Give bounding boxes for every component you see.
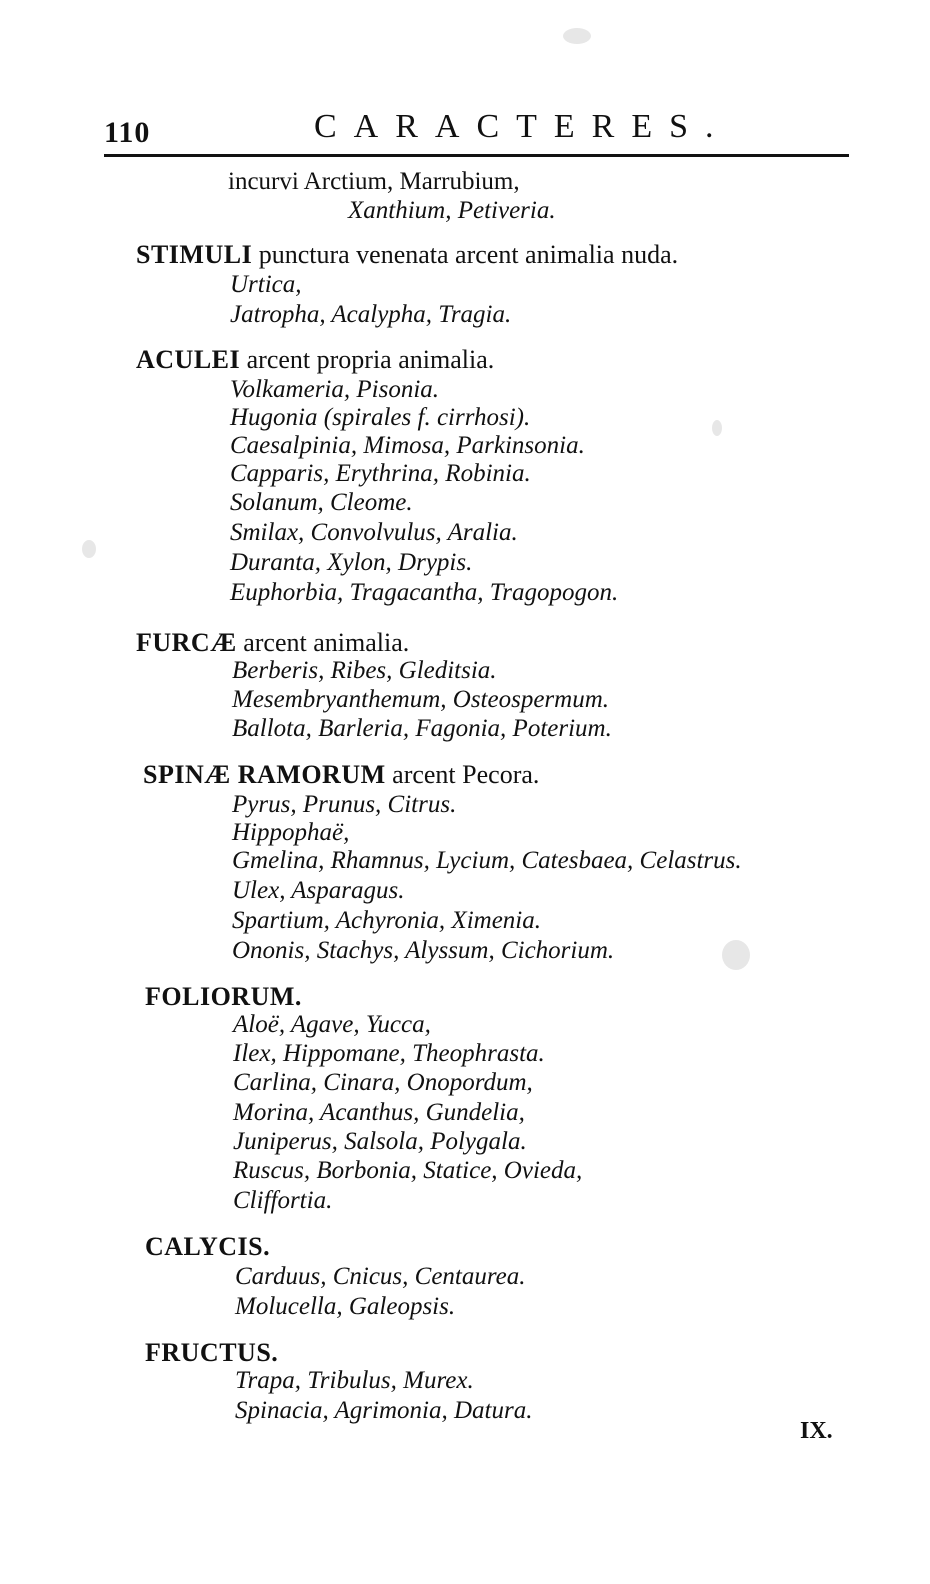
genus-line: Trapa, Tribulus, Murex.	[235, 1367, 474, 1394]
genus-line: Ulex, Asparagus.	[232, 877, 405, 904]
section-heading-aculei	[136, 345, 494, 375]
paper-stain	[712, 420, 722, 436]
text-line	[348, 196, 556, 226]
genus-line: Spinacia, Agrimonia, Datura.	[235, 1397, 533, 1424]
genus-line: Hippophaë,	[232, 819, 350, 846]
signature-mark: IX.	[800, 1418, 833, 1444]
genus-line: Euphorbia, Tragacantha, Tragopogon.	[230, 579, 619, 606]
genus-line: Smilax, Convolvulus, Aralia.	[230, 519, 518, 546]
header-rule	[104, 154, 849, 157]
heading-word: CALYCIS.	[145, 1232, 271, 1261]
genus-line: Mesembryanthemum, Osteospermum.	[232, 686, 610, 713]
genus-line: Pyrus, Prunus, Citrus.	[232, 791, 457, 818]
section-heading-fructus	[145, 1338, 278, 1368]
heading-text: arcent Pecora.	[385, 760, 540, 789]
genus-line: Caesalpinia, Mimosa, Parkinsonia.	[230, 432, 585, 459]
genus-line: Solanum, Cleome.	[230, 489, 413, 516]
paper-stain	[82, 540, 96, 558]
genus-line: Urtica,	[230, 271, 302, 298]
genus-line: Ononis, Stachys, Alyssum, Cichorium.	[232, 937, 615, 964]
heading-word: FOLIORUM.	[145, 982, 302, 1011]
genus-line: Volkameria, Pisonia.	[230, 376, 440, 403]
text-line	[228, 167, 520, 197]
genus-line: Carduus, Cnicus, Centaurea.	[235, 1263, 526, 1290]
heading-text: arcent propria animalia.	[240, 345, 495, 374]
section-heading-spinae	[143, 760, 539, 790]
genus-line: Jatropha, Acalypha, Tragia.	[230, 301, 512, 328]
page-header	[104, 108, 849, 152]
heading-word: FRUCTUS.	[145, 1338, 279, 1367]
genus-line: Hugonia (spirales f. cirrhosi).	[230, 404, 531, 431]
paper-stain	[722, 940, 750, 970]
heading-word: FURCÆ	[136, 628, 237, 657]
running-title: CARACTERES.	[314, 108, 731, 145]
section-heading-foliorum	[145, 982, 302, 1012]
genus-line: Ballota, Barleria, Fagonia, Poterium.	[232, 715, 612, 742]
genus-line: Molucella, Galeopsis.	[235, 1293, 456, 1320]
genus-line: Carlina, Cinara, Onopordum,	[233, 1069, 533, 1096]
continuation-line: Xanthium, Petiveria.	[348, 197, 556, 224]
genus-line: Aloë, Agave, Yucca,	[233, 1011, 431, 1038]
genus-line: Ilex, Hippomane, Theophrasta.	[233, 1040, 545, 1067]
page-number: 110	[104, 116, 151, 149]
continuation-line: incurvi Arctium, Marrubium,	[228, 168, 520, 195]
section-heading-stimuli	[136, 240, 678, 270]
section-heading-furcae	[136, 628, 409, 658]
heading-text: arcent animalia.	[236, 628, 410, 657]
section-heading-calycis	[145, 1232, 270, 1262]
heading-word: STIMULI	[136, 240, 253, 269]
genus-line: Ruscus, Borbonia, Statice, Ovieda,	[233, 1157, 583, 1184]
genus-line: Berberis, Ribes, Gleditsia.	[232, 657, 497, 684]
genus-line: Capparis, Erythrina, Robinia.	[230, 460, 531, 487]
genus-line: Cliffortia.	[233, 1187, 333, 1214]
genus-line: Juniperus, Salsola, Polygala.	[233, 1128, 527, 1155]
heading-text: punctura venenata arcent animalia nuda.	[252, 240, 679, 269]
heading-word: ACULEI	[136, 345, 241, 374]
genus-line: Gmelina, Rhamnus, Lycium, Catesbaea, Celastrus.	[232, 847, 742, 874]
genus-line: Duranta, Xylon, Drypis.	[230, 549, 473, 576]
genus-line: Spartium, Achyronia, Ximenia.	[232, 907, 541, 934]
paper-stain	[563, 28, 591, 44]
heading-word: SPINÆ RAMORUM	[143, 760, 386, 789]
genus-line: Morina, Acanthus, Gundelia,	[233, 1099, 525, 1126]
